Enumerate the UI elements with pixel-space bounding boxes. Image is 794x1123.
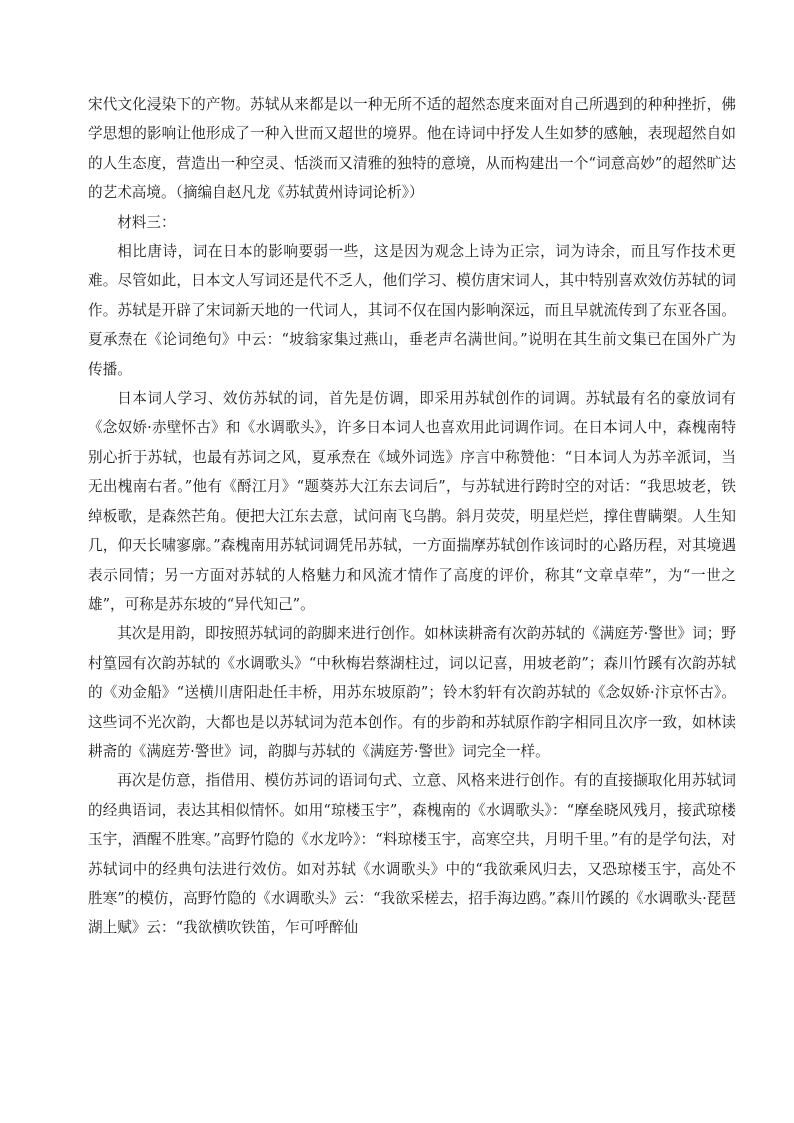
paragraph-continuation: 宋代文化浸染下的产物。苏轼从来都是以一种无所不适的超然态度来面对自己所遇到的种种挫折，佛学思想的影响让他形成了一种入世而又超世的境界。他在诗词中抒发人生如梦的感触，表现超然自如的人生态度，营造出一种空灵、恬淡而又清雅的独特的意境，从而构建出一个“词意高妙”的超然旷达的艺术高境。（摘编自赵凡龙《苏轼黄州诗词论析》）: [88, 96, 736, 202]
paragraph-using-rhymes: 其次是用韵，即按照苏轼词的韵脚来进行创作。如林读耕斋有次韵苏轼的《满庭芳·警世》词；野村篁园有次韵苏轼的《水调歌头》“中秋梅岩蔡湖柱过，词以记喜，用坡老韵”；森川竹蹊有次韵苏轼的《劝金船》“送横川唐阳赴任丰桥，用苏东坡原韵”；铃木豹轩有次韵苏轼的《念奴娇·汴京怀古》。这些词不光次韵，大都也是以苏轼词为范本创作。有的步韵和苏轼原作韵字相同且次序一致，如林读耕斋的《满庭芳·警世》词，韵脚与苏轼的《满庭芳·警世》词完全一样。: [88, 625, 736, 760]
paragraph-imitating-meaning: 再次是仿意，指借用、模仿苏词的语词句式、立意、风格来进行创作。有的直接撷取化用苏轼词的经典语词，表达其相似情怀。如用“琼楼玉宇”，森槐南的《水调歌头》：“摩垒晓风残月，接武琼楼玉宇，酒醒不胜寒。”高野竹隐的《水龙吟》：“料琼楼玉宇，高寒空共，月明千里。”有的是学句法，对苏轼词中的经典句法进行效仿。如对苏轼《水调歌头》中的“我欲乘风归去，又恐琼楼玉宇，高处不胜寒”的模仿，高野竹隐的《水调歌头》云：“我欲采槎去，招手海边鸥。”森川竹蹊的《水调歌头·琵琶湖上赋》云：“我欲横吹铁笛，乍可呼醉仙: [88, 772, 736, 937]
document-page: [88, 90, 736, 943]
section-heading-material-three: 材料三：: [117, 213, 176, 231]
paragraph-imitating-tunes: 日本词人学习、效仿苏轼的词，首先是仿调，即采用苏轼创作的词调。苏轼最有名的豪放词有《念奴娇·赤壁怀古》和《水调歌头》，许多日本词人也喜欢用此词调作词。在日本词人中，森槐南特别心折于苏轼，也最有苏词之风，夏承焘在《域外词选》序言中称赞他：“日本词人为苏辛派词，当无出槐南右者。”他有《酹江月》“题葵苏大江东去词后”，与苏轼进行跨时空的对话：“我思坡老，铁绰板歌，是森然芒角。便把大江东去意，试问南飞乌鹊。斜月荧荧，明星烂烂，撑住曹瞒槊。人生知几，仰天长啸寥廓。”森槐南用苏轼词调凭吊苏轼，一方面揣摩苏轼创作该词时的心路历程，对其境遇表示同情；另一方面对苏轼的人格魅力和风流才情作了高度的评价，称其“文章卓荦”，为“一世之雄”，可称是苏东坡的“异代知己”。: [88, 390, 737, 613]
paragraph-intro: 相比唐诗，词在日本的影响要弱一些，这是因为观念上诗为正宗，词为诗余，而且写作技术更难。尽管如此，日本文人写词还是代不乏人，他们学习、模仿唐宋词人，其中特别喜欢效仿苏轼的词作。苏轼是开辟了宋词新天地的一代词人，其词不仅在国内影响深远，而且早就流传到了东亚各国。夏承焘在《论词绝句》中云：“坡翁家集过燕山，垂老声名满世间。”说明在其生前文集已在国外广为传播。: [88, 243, 736, 378]
